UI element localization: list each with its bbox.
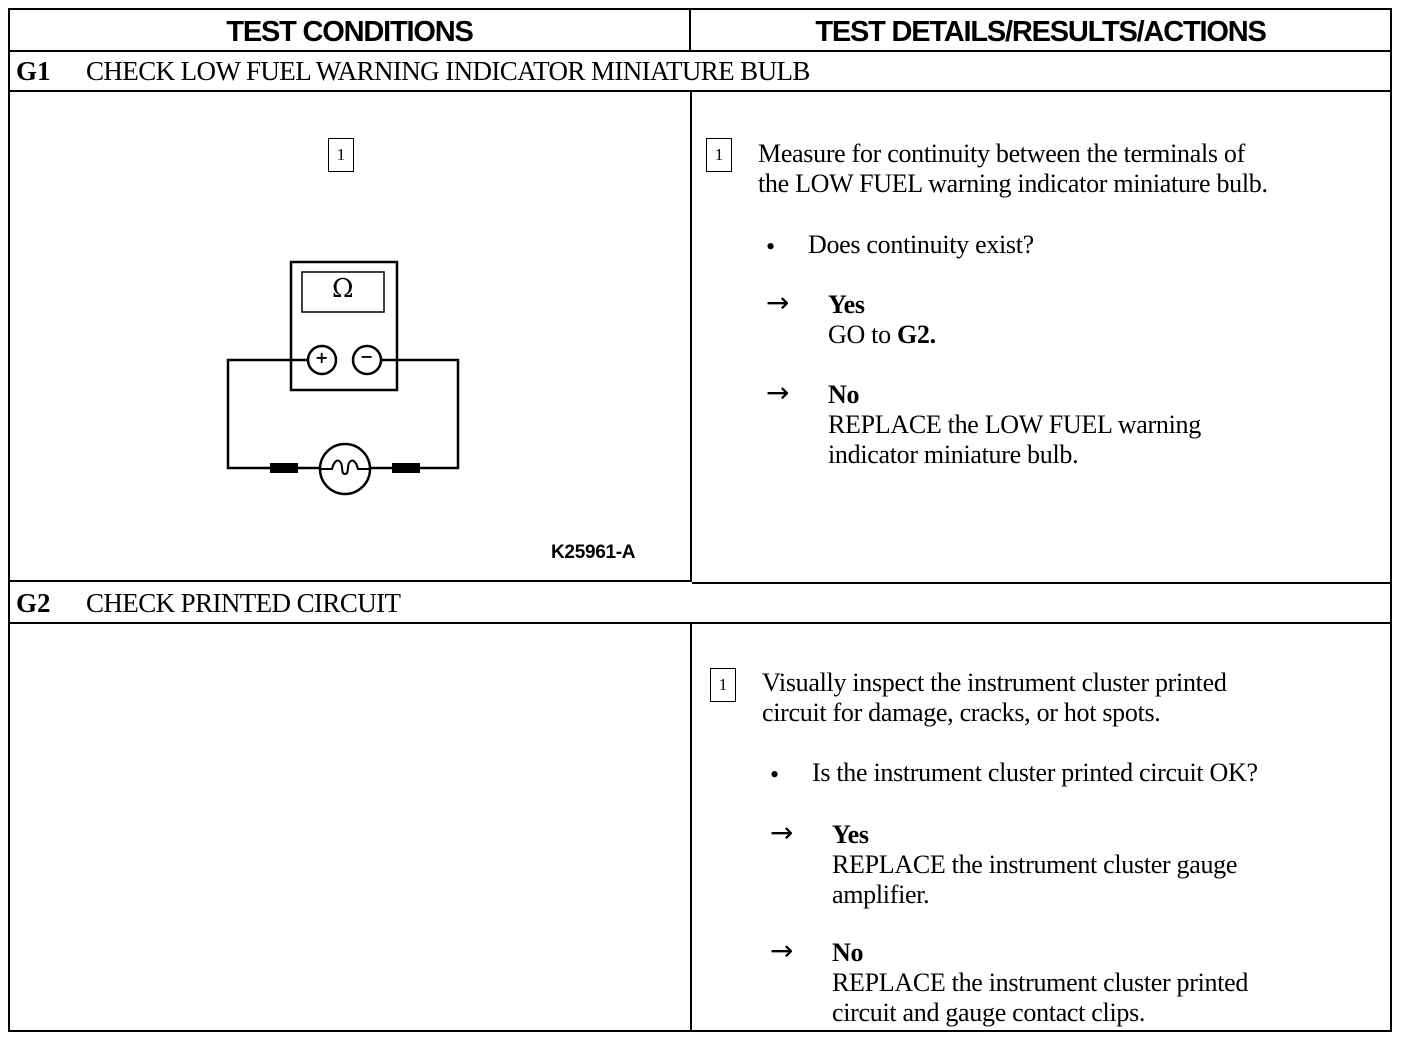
step-g2-no-line1: REPLACE the instrument cluster printed — [832, 968, 1249, 997]
step-g1-title: CHECK LOW FUEL WARNING INDICATOR MINIATURE BULB — [86, 56, 810, 86]
step-g1-no-label: No — [828, 380, 860, 409]
conditions-column-header: TEST CONDITIONS — [10, 10, 691, 50]
step-g2-question: Is the instrument cluster printed circuit OK? — [812, 758, 1258, 787]
step-g1-yes-label: Yes — [828, 290, 865, 319]
left-connector — [270, 463, 298, 473]
bulb-filament — [320, 461, 370, 474]
plus-terminal-label: + — [315, 348, 329, 367]
right-connector — [392, 463, 420, 473]
step-g1-question: Does continuity exist? — [808, 230, 1034, 259]
diagnostic-table — [8, 8, 1392, 1032]
step-g2-title-row — [10, 584, 1390, 624]
step-g1-no-branch — [828, 380, 1201, 470]
step-g1-yes-suffix: . — [929, 320, 936, 349]
step-g1-yes-branch — [828, 290, 936, 350]
step-g2-number-box: 1 — [710, 668, 736, 702]
step-g2-yes-branch — [832, 820, 1237, 910]
illustration-step-marker: 1 — [328, 138, 354, 172]
step-g1-yes-target: G2 — [896, 320, 930, 349]
step-g2-conditions — [10, 624, 692, 1030]
ohm-symbol: Ω — [332, 274, 354, 304]
step-g2-instruction-line2: circuit for damage, cracks, or hot spots. — [762, 698, 1161, 727]
step-g1-question-bullet: • — [766, 232, 776, 261]
step-g2-question-bullet: • — [770, 760, 780, 789]
details-column-header: TEST DETAILS/RESULTS/ACTIONS — [815, 16, 1266, 48]
step-g1-title-row — [10, 52, 1390, 92]
step-g1-details — [692, 92, 1390, 584]
ohmmeter-bulb-diagram — [10, 92, 692, 582]
step-g2-no-line2: circuit and gauge contact clips. — [832, 998, 1146, 1027]
step-g2-no-arrow: → — [770, 934, 794, 967]
step-g1-yes-arrow: → — [766, 286, 790, 319]
table-header — [10, 10, 1390, 52]
step-g2-yes-line1: REPLACE the instrument cluster gauge — [832, 850, 1238, 879]
step-g1-no-line2: indicator miniature bulb. — [828, 440, 1079, 469]
right-lead — [381, 360, 458, 468]
step-g2-no-label: No — [832, 938, 864, 967]
step-g2-instruction-line1: Visually inspect the instrument cluster printed — [762, 668, 1227, 697]
step-g2-instruction — [762, 668, 1227, 728]
step-g1-no-line1: REPLACE the LOW FUEL warning — [828, 410, 1201, 439]
step-g1-instruction — [758, 139, 1268, 199]
step-g1-no-arrow: → — [766, 376, 790, 409]
step-g1-id: G1 — [16, 56, 51, 86]
illustration-reference-code: K25961-A — [551, 542, 636, 563]
step-g2-yes-line2: amplifier. — [832, 880, 930, 909]
step-g1-instruction-line2: the LOW FUEL warning indicator miniature bulb. — [758, 169, 1268, 198]
step-g2-title: CHECK PRINTED CIRCUIT — [86, 588, 401, 618]
left-lead — [228, 360, 308, 468]
step-g1-instruction-line1: Measure for continuity between the terminals of — [758, 139, 1245, 168]
step-g2-yes-label: Yes — [832, 820, 869, 849]
minus-terminal-label: − — [360, 347, 374, 366]
step-g2-id: G2 — [16, 588, 51, 618]
step-g1-number-box: 1 — [706, 138, 732, 172]
step-g2-no-branch — [832, 938, 1248, 1028]
step-g1-conditions — [10, 92, 692, 582]
step-g2-details — [692, 624, 1390, 1030]
step-g1-yes-prefix: GO to — [828, 320, 897, 349]
step-g2-yes-arrow: → — [770, 816, 794, 849]
